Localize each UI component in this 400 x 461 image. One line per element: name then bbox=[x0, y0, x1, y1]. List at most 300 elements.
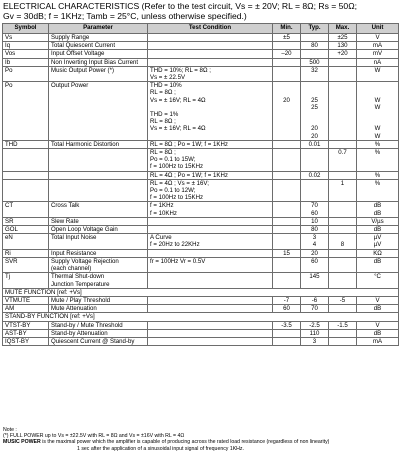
typ-line: 25 bbox=[311, 103, 318, 111]
min-cell bbox=[273, 42, 301, 50]
typ-cell bbox=[301, 34, 329, 42]
typ-cell bbox=[301, 273, 329, 288]
min-line: 15 bbox=[283, 249, 290, 257]
unit-cell bbox=[357, 66, 399, 81]
parameter-cell bbox=[49, 34, 148, 42]
min-line bbox=[275, 82, 298, 89]
condition-line: Vs = ± 22.5V bbox=[150, 74, 186, 82]
unit-line: °C bbox=[374, 273, 381, 281]
parameter-line: Stand-by / Mute Threshold bbox=[51, 321, 123, 329]
parameter-line: Total Quiescent Current bbox=[51, 42, 116, 50]
unit-line: nA bbox=[373, 58, 382, 66]
typ-line bbox=[303, 89, 326, 96]
max-cell bbox=[329, 50, 357, 58]
table-row bbox=[3, 171, 399, 179]
min-cell bbox=[273, 321, 301, 329]
symbol-cell: Vs bbox=[3, 34, 49, 42]
parameter-cell bbox=[49, 337, 148, 345]
unit-cell bbox=[357, 337, 399, 345]
typ-cell bbox=[301, 66, 329, 81]
max-cell bbox=[329, 226, 357, 234]
unit-cell bbox=[357, 42, 399, 50]
condition-cell bbox=[148, 66, 273, 81]
typ-cell bbox=[301, 217, 329, 225]
typ-line: 500 bbox=[309, 58, 320, 66]
max-cell bbox=[329, 171, 357, 179]
parameter-cell bbox=[49, 296, 148, 304]
unit-line: % bbox=[374, 171, 381, 179]
typ-line: 0.02 bbox=[308, 171, 321, 179]
condition-line: Po = 0.1 to 12W; bbox=[150, 187, 196, 195]
condition-line: f = 100Hz to 15KHz bbox=[150, 163, 204, 171]
max-cell bbox=[329, 234, 357, 249]
condition-cell bbox=[148, 296, 273, 304]
parameter-cell bbox=[49, 50, 148, 58]
typ-cell bbox=[301, 234, 329, 249]
music-power-label: MUSIC POWER bbox=[3, 439, 41, 446]
electrical-characteristics-table bbox=[2, 23, 399, 346]
max-line: -1.5 bbox=[337, 321, 348, 329]
min-line: ±5 bbox=[283, 34, 290, 41]
min-cell bbox=[273, 329, 301, 337]
min-cell bbox=[273, 202, 301, 217]
min-line: –20 bbox=[281, 50, 292, 58]
max-cell bbox=[329, 321, 357, 329]
min-cell bbox=[273, 66, 301, 81]
parameter-line: Total Input Noise bbox=[51, 234, 97, 242]
unit-line: V bbox=[375, 296, 380, 304]
condition-line: f = 1KHz bbox=[150, 202, 174, 210]
max-cell bbox=[329, 179, 357, 202]
table-row bbox=[3, 305, 399, 313]
condition-cell bbox=[148, 337, 273, 345]
typ-line: 20 bbox=[311, 132, 318, 140]
typ-cell bbox=[301, 249, 329, 257]
table-row bbox=[3, 217, 399, 225]
table-row bbox=[3, 82, 399, 141]
typ-cell bbox=[301, 329, 329, 337]
table-row bbox=[3, 329, 399, 337]
max-line: 130 bbox=[337, 42, 348, 50]
min-cell bbox=[273, 296, 301, 304]
unit-cell bbox=[357, 226, 399, 234]
table-row bbox=[3, 179, 399, 202]
parameter-line: Stand-by Attenuation bbox=[51, 329, 108, 337]
min-cell bbox=[273, 171, 301, 179]
condition-cell bbox=[148, 34, 273, 42]
min-line bbox=[275, 118, 298, 125]
typ-cell bbox=[301, 149, 329, 172]
unit-line: mA bbox=[372, 337, 383, 345]
max-cell bbox=[329, 305, 357, 313]
min-cell bbox=[273, 217, 301, 225]
condition-cell bbox=[148, 234, 273, 249]
unit-line: W bbox=[374, 125, 381, 133]
max-cell bbox=[329, 58, 357, 66]
typ-line: 60 bbox=[311, 209, 318, 217]
min-line: 60 bbox=[283, 305, 290, 313]
unit-cell bbox=[357, 296, 399, 304]
note-label: Note : bbox=[3, 427, 17, 433]
parameter-cell bbox=[49, 140, 148, 148]
parameter-cell bbox=[49, 273, 148, 288]
standby-table-body bbox=[3, 321, 399, 346]
parameter-cell bbox=[49, 226, 148, 234]
max-cell bbox=[329, 296, 357, 304]
min-cell bbox=[273, 179, 301, 202]
unit-line: W bbox=[374, 66, 381, 74]
parameter-cell bbox=[49, 249, 148, 257]
typ-line bbox=[303, 82, 326, 89]
music-power-text: is the maximal power which the amplifier is capable of producing across the rated load resistance (regardless of non linearity) bbox=[40, 439, 330, 446]
col-min: Min. bbox=[273, 24, 301, 34]
parameter-cell bbox=[49, 58, 148, 66]
parameter-cell bbox=[49, 257, 148, 272]
max-cell bbox=[329, 249, 357, 257]
condition-line bbox=[150, 104, 270, 111]
col-max: Max. bbox=[329, 24, 357, 34]
condition-line: THD = 10%; RL = 8Ω ; bbox=[150, 66, 211, 74]
parameter-cell bbox=[49, 321, 148, 329]
table-row bbox=[3, 273, 399, 288]
col-symbol: Symbol bbox=[3, 24, 49, 34]
condition-line: Vs = ± 16V; RL = 4Ω bbox=[150, 96, 206, 104]
table-row bbox=[3, 226, 399, 234]
symbol-cell: Po bbox=[3, 66, 49, 81]
min-cell bbox=[273, 305, 301, 313]
parameter-cell bbox=[49, 179, 148, 202]
typ-line: 70 bbox=[311, 202, 318, 210]
typ-cell bbox=[301, 42, 329, 50]
typ-line: 80 bbox=[311, 226, 318, 234]
max-line: +20 bbox=[337, 50, 348, 58]
parameter-cell bbox=[49, 234, 148, 249]
unit-cell bbox=[357, 217, 399, 225]
unit-line bbox=[359, 118, 396, 125]
typ-line: 80 bbox=[311, 42, 318, 50]
col-test-condition: Test Condition bbox=[148, 24, 273, 34]
max-cell bbox=[329, 66, 357, 81]
unit-cell bbox=[357, 305, 399, 313]
parameter-line: Non Inverting Input Bias Current bbox=[51, 58, 139, 66]
mute-table-body bbox=[3, 296, 399, 312]
symbol-cell: VTMUTE bbox=[3, 296, 49, 304]
symbol-cell: AST-BY bbox=[3, 329, 49, 337]
unit-line bbox=[359, 82, 396, 89]
typ-line: 32 bbox=[311, 66, 318, 74]
condition-cell bbox=[148, 50, 273, 58]
parameter-cell bbox=[49, 66, 148, 81]
typ-line: 3 bbox=[312, 337, 317, 345]
condition-cell bbox=[148, 149, 273, 172]
unit-line: W bbox=[374, 103, 381, 111]
mute-section bbox=[3, 288, 399, 296]
unit-cell bbox=[357, 179, 399, 202]
unit-cell bbox=[357, 82, 399, 141]
symbol-cell bbox=[3, 179, 49, 202]
typ-cell bbox=[301, 337, 329, 345]
unit-cell bbox=[357, 50, 399, 58]
parameter-cell bbox=[49, 217, 148, 225]
condition-cell bbox=[148, 249, 273, 257]
symbol-cell: CT bbox=[3, 202, 49, 217]
symbol-cell: IQST-BY bbox=[3, 337, 49, 345]
max-cell bbox=[329, 337, 357, 345]
unit-line: V/µs bbox=[371, 217, 384, 225]
unit-line: dB bbox=[373, 226, 382, 234]
max-cell bbox=[329, 329, 357, 337]
typ-cell bbox=[301, 140, 329, 148]
typ-line: -2.5 bbox=[309, 321, 320, 329]
symbol-cell: AM bbox=[3, 305, 49, 313]
typ-line: 10 bbox=[311, 217, 318, 225]
min-cell bbox=[273, 34, 301, 42]
min-line bbox=[275, 111, 298, 118]
unit-line: dB bbox=[373, 202, 382, 210]
unit-line: mV bbox=[372, 50, 383, 58]
table-row bbox=[3, 321, 399, 329]
min-cell bbox=[273, 234, 301, 249]
symbol-cell: Ri bbox=[3, 249, 49, 257]
parameter-cell bbox=[49, 202, 148, 217]
typ-cell bbox=[301, 82, 329, 141]
symbol-cell: Tj bbox=[3, 273, 49, 288]
table-row bbox=[3, 66, 399, 81]
unit-line: dB bbox=[373, 329, 382, 337]
unit-cell bbox=[357, 273, 399, 288]
unit-cell bbox=[357, 34, 399, 42]
min-cell bbox=[273, 249, 301, 257]
min-cell bbox=[273, 226, 301, 234]
condition-cell bbox=[148, 329, 273, 337]
unit-line bbox=[359, 89, 396, 96]
condition-cell bbox=[148, 58, 273, 66]
parameter-line: Slew Rate bbox=[51, 217, 79, 225]
unit-cell bbox=[357, 234, 399, 249]
condition-line: Po = 0.1 to 15W; bbox=[150, 156, 196, 164]
symbol-cell: Vos bbox=[3, 50, 49, 58]
condition-line: THD = 10% bbox=[150, 82, 182, 90]
parameter-cell bbox=[49, 82, 148, 141]
condition-cell bbox=[148, 217, 273, 225]
typ-line: 110 bbox=[309, 329, 320, 337]
max-line: 0.7 bbox=[338, 149, 347, 157]
note-line-3: 1 sec after the application of a sinusoidal input signal of frequency 1KHz. bbox=[77, 445, 244, 452]
min-cell bbox=[273, 257, 301, 272]
min-line: 20 bbox=[283, 96, 290, 104]
parameter-line: Open Loop Voltage Gain bbox=[51, 226, 118, 234]
condition-line: Vs = ± 16V; RL = 4Ω bbox=[150, 125, 206, 133]
max-cell bbox=[329, 42, 357, 50]
max-cell bbox=[329, 149, 357, 172]
unit-cell bbox=[357, 140, 399, 148]
symbol-cell: SR bbox=[3, 217, 49, 225]
condition-line: f = 100Hz to 15KHz bbox=[150, 194, 204, 202]
section-row bbox=[3, 313, 399, 321]
table-row bbox=[3, 296, 399, 304]
typ-line: 20 bbox=[311, 249, 318, 257]
unit-line: % bbox=[374, 140, 381, 148]
typ-cell bbox=[301, 321, 329, 329]
unit-line: V bbox=[375, 34, 380, 41]
typ-cell bbox=[301, 305, 329, 313]
typ-cell bbox=[301, 226, 329, 234]
condition-line: RL = 8Ω ; Po = 1W; f = 1KHz bbox=[150, 140, 228, 148]
symbol-cell: eN bbox=[3, 234, 49, 249]
parameter-line: Supply Voltage Rejection bbox=[51, 257, 119, 265]
unit-line: dB bbox=[373, 305, 382, 313]
condition-line: RL = 8Ω ; bbox=[150, 89, 176, 97]
symbol-cell: SVR bbox=[3, 257, 49, 272]
notes bbox=[3, 427, 399, 452]
standby-section bbox=[3, 313, 399, 321]
min-cell bbox=[273, 140, 301, 148]
typ-line: 60 bbox=[311, 257, 318, 265]
max-cell bbox=[329, 273, 357, 288]
typ-line: 25 bbox=[311, 96, 318, 104]
min-cell bbox=[273, 58, 301, 66]
unit-line: dB bbox=[373, 209, 382, 217]
max-line bbox=[331, 234, 354, 241]
parameter-line: (each channel) bbox=[51, 265, 92, 273]
electrical-characteristics-heading bbox=[3, 1, 399, 21]
typ-cell bbox=[301, 296, 329, 304]
parameter-line: Mute Attenuation bbox=[51, 305, 97, 313]
symbol-cell bbox=[3, 171, 49, 179]
symbol-cell: Ib bbox=[3, 58, 49, 66]
max-line: 1 bbox=[340, 179, 345, 187]
typ-line: 70 bbox=[311, 305, 318, 313]
table-row bbox=[3, 50, 399, 58]
unit-line: µV bbox=[373, 234, 382, 242]
table-header-row bbox=[3, 24, 399, 34]
max-cell bbox=[329, 217, 357, 225]
unit-cell bbox=[357, 257, 399, 272]
unit-cell bbox=[357, 58, 399, 66]
min-line bbox=[275, 104, 298, 111]
condition-cell bbox=[148, 140, 273, 148]
section-row bbox=[3, 288, 399, 296]
typ-line: 20 bbox=[311, 125, 318, 133]
condition-cell bbox=[148, 257, 273, 272]
unit-line: dB bbox=[373, 257, 382, 265]
unit-line: % bbox=[374, 179, 381, 187]
unit-cell bbox=[357, 329, 399, 337]
col-unit: Unit bbox=[357, 24, 399, 34]
unit-cell bbox=[357, 321, 399, 329]
condition-cell bbox=[148, 305, 273, 313]
note-line-1: (*) FULL POWER up to Vs = ±22.5V with RL = 8Ω and Vs = ±16V with RL = 4Ω bbox=[3, 433, 185, 440]
table-row bbox=[3, 149, 399, 172]
typ-cell bbox=[301, 58, 329, 66]
symbol-cell bbox=[3, 149, 49, 172]
table-row bbox=[3, 337, 399, 345]
typ-line: -6 bbox=[311, 296, 318, 304]
parameter-line: Supply Range bbox=[51, 34, 90, 41]
condition-line: RL = 4Ω ; Po = 1W; f = 1KHz bbox=[150, 171, 228, 179]
condition-line: THD = 1% bbox=[150, 111, 179, 119]
unit-line: mA bbox=[372, 42, 383, 50]
condition-cell bbox=[148, 321, 273, 329]
typ-cell bbox=[301, 202, 329, 217]
min-line bbox=[275, 125, 298, 132]
parameter-cell bbox=[49, 171, 148, 179]
typ-line bbox=[303, 118, 326, 125]
typ-cell bbox=[301, 50, 329, 58]
min-cell bbox=[273, 50, 301, 58]
parameter-line: Thermal Shut-down bbox=[51, 273, 105, 281]
parameter-cell bbox=[49, 149, 148, 172]
typ-line: 4 bbox=[312, 241, 317, 249]
typ-cell bbox=[301, 179, 329, 202]
min-line bbox=[275, 89, 298, 96]
max-line: -5 bbox=[339, 296, 346, 304]
main-table-body bbox=[3, 34, 399, 289]
unit-cell bbox=[357, 249, 399, 257]
max-line: ±25 bbox=[337, 34, 348, 41]
table-row bbox=[3, 34, 399, 42]
symbol-cell: THD bbox=[3, 140, 49, 148]
table-row bbox=[3, 58, 399, 66]
condition-line: RL = 8Ω ; bbox=[150, 118, 176, 126]
condition-line: RL = 4Ω ; Vs = ± 16V; bbox=[150, 179, 209, 187]
max-cell bbox=[329, 140, 357, 148]
min-cell bbox=[273, 337, 301, 345]
condition-cell bbox=[148, 82, 273, 141]
parameter-cell bbox=[49, 305, 148, 313]
unit-line: V bbox=[375, 321, 380, 329]
condition-cell bbox=[148, 171, 273, 179]
parameter-line: Mute / Play Threshold bbox=[51, 296, 111, 304]
condition-line: A Curve bbox=[150, 234, 172, 242]
condition-line: f = 10KHz bbox=[150, 209, 177, 217]
heading-line-2: Gv = 30dB; f = 1KHz; Tamb = 25°C, unless otherwise specified.) bbox=[3, 11, 247, 22]
parameter-line: Junction Temperature bbox=[51, 280, 110, 288]
standby-section-title: STAND-BY FUNCTION [ref: +Vs] bbox=[3, 313, 399, 321]
symbol-cell: VTST-BY bbox=[3, 321, 49, 329]
condition-cell bbox=[148, 179, 273, 202]
heading-line-1: ELECTRICAL CHARACTERISTICS (Refer to the test circuit, Vs = ± 20V; RL = 8Ω; Rs = 50Ω; bbox=[3, 1, 358, 11]
parameter-line: Total Harmonic Distortion bbox=[51, 140, 120, 148]
min-cell bbox=[273, 82, 301, 141]
symbol-cell: GOL bbox=[3, 226, 49, 234]
table-row bbox=[3, 42, 399, 50]
parameter-cell bbox=[49, 42, 148, 50]
table-row bbox=[3, 202, 399, 217]
min-line: -7 bbox=[283, 296, 290, 304]
unit-cell bbox=[357, 149, 399, 172]
table-row bbox=[3, 140, 399, 148]
unit-line: KΩ bbox=[373, 249, 382, 257]
condition-cell bbox=[148, 226, 273, 234]
mute-section-title: MUTE FUNCTION [ref: +Vs] bbox=[3, 288, 399, 296]
table-row bbox=[3, 249, 399, 257]
unit-line bbox=[359, 111, 396, 118]
typ-cell bbox=[301, 257, 329, 272]
col-parameter: Parameter bbox=[49, 24, 148, 34]
unit-line: W bbox=[374, 132, 381, 140]
unit-line: W bbox=[374, 96, 381, 104]
min-cell bbox=[273, 273, 301, 288]
parameter-line: Output Power bbox=[51, 82, 89, 90]
max-cell bbox=[329, 82, 357, 141]
unit-cell bbox=[357, 202, 399, 217]
parameter-cell bbox=[49, 329, 148, 337]
typ-line: 3 bbox=[312, 234, 317, 242]
condition-cell bbox=[148, 42, 273, 50]
unit-cell bbox=[357, 171, 399, 179]
unit-line: % bbox=[374, 149, 381, 157]
